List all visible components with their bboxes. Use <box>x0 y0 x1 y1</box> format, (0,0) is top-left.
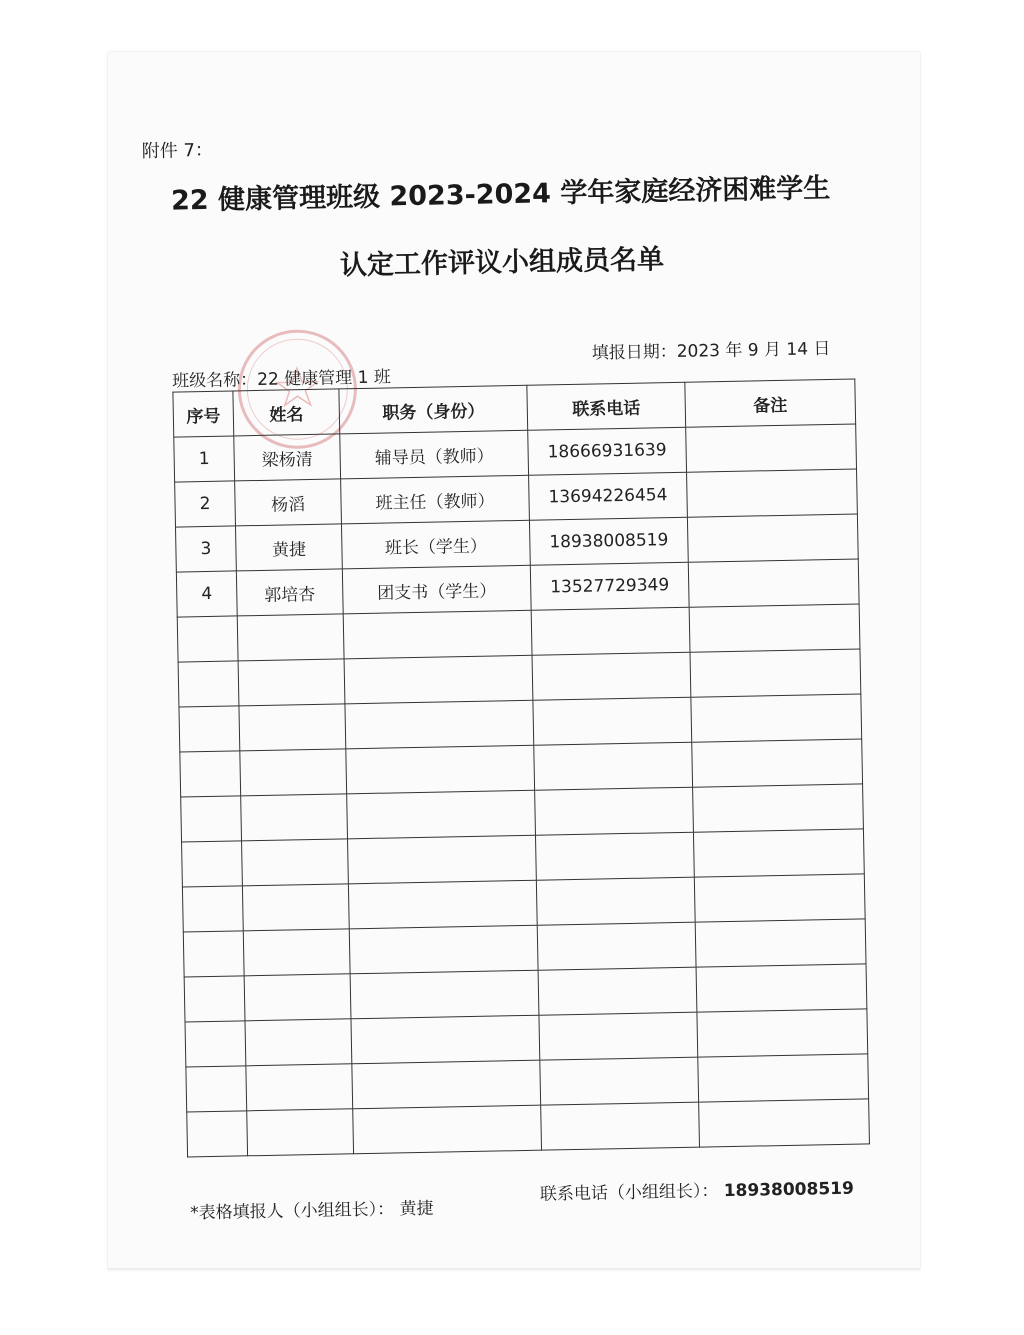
empty-cell <box>183 931 244 977</box>
empty-cell <box>179 706 240 752</box>
empty-cell <box>238 659 345 706</box>
cell-index: 4 <box>176 571 237 617</box>
empty-cell <box>535 832 694 880</box>
cell-remark <box>687 469 858 517</box>
cell-index: 3 <box>176 526 237 572</box>
empty-cell <box>181 796 242 842</box>
cell-remark <box>686 424 857 472</box>
empty-cell <box>242 839 349 886</box>
empty-cell <box>350 970 539 1019</box>
empty-cell <box>239 704 346 751</box>
cell-position: 班长（学生） <box>341 520 530 569</box>
cell-name: 杨滔 <box>235 479 342 526</box>
filler-name: 黄捷 <box>399 1198 434 1220</box>
cell-index: 1 <box>174 436 235 482</box>
empty-cell <box>690 649 861 697</box>
footer-filler <box>190 1194 434 1224</box>
empty-cell <box>178 661 239 707</box>
cell-remark <box>687 514 858 562</box>
cell-phone: 13527729349 <box>530 562 689 610</box>
fill-date: 填报日期：2023 年 9 月 14 日 <box>591 338 831 364</box>
empty-cell <box>345 700 534 749</box>
header-index: 序号 <box>173 391 234 437</box>
cell-name: 黄捷 <box>235 524 342 571</box>
empty-cell <box>240 749 347 796</box>
empty-cell <box>180 751 241 797</box>
empty-cell <box>539 1012 698 1060</box>
empty-cell <box>349 925 538 974</box>
empty-cell <box>531 607 690 655</box>
empty-cell <box>344 655 533 704</box>
empty-cell <box>244 974 351 1021</box>
empty-cell <box>184 976 245 1022</box>
empty-cell <box>541 1102 700 1150</box>
empty-cell <box>343 610 532 659</box>
empty-cell <box>186 1066 247 1112</box>
member-table <box>172 379 870 1158</box>
empty-cell <box>689 604 860 652</box>
empty-cell <box>182 841 243 887</box>
empty-cell <box>695 919 866 967</box>
empty-cell <box>353 1105 542 1154</box>
cell-index: 2 <box>175 481 236 527</box>
phone-value: 18938008519 <box>723 1178 855 1202</box>
empty-cell <box>693 784 864 832</box>
empty-cell <box>535 787 694 835</box>
empty-cell <box>347 790 536 839</box>
empty-cell <box>246 1064 353 1111</box>
empty-cell <box>242 884 349 931</box>
empty-cell <box>532 652 691 700</box>
empty-cell <box>243 929 350 976</box>
cell-phone: 18938008519 <box>529 517 688 565</box>
empty-cell <box>182 886 243 932</box>
header-name: 姓名 <box>233 389 340 436</box>
attachment-label: 附件 7： <box>141 139 214 163</box>
cell-position: 辅导员（教师） <box>340 430 529 479</box>
empty-cell <box>187 1111 248 1157</box>
empty-cell <box>699 1099 870 1147</box>
empty-cell <box>533 697 692 745</box>
cell-remark <box>688 559 859 607</box>
empty-cell <box>538 967 697 1015</box>
empty-cell <box>694 874 865 922</box>
empty-cell <box>241 794 348 841</box>
empty-cell <box>237 614 344 661</box>
empty-cell <box>696 964 867 1012</box>
cell-position: 团支书（学生） <box>342 565 531 614</box>
empty-cell <box>537 922 696 970</box>
cell-phone: 18666931639 <box>528 427 687 475</box>
class-name: 班级名称：22 健康管理 1 班 <box>172 367 392 392</box>
footer-contact <box>540 1174 854 1205</box>
empty-cell <box>352 1060 541 1109</box>
empty-cell <box>348 880 537 929</box>
empty-cell <box>697 1009 868 1057</box>
empty-cell <box>346 745 535 794</box>
cell-phone: 13694226454 <box>529 472 688 520</box>
cell-position: 班主任（教师） <box>341 475 530 524</box>
header-position: 职务（身份） <box>339 385 528 434</box>
empty-cell <box>348 835 537 884</box>
phone-label: 联系电话（小组组长）： <box>539 1181 719 1205</box>
empty-cell <box>177 616 238 662</box>
document-title-line2: 认定工作评议小组成员名单 <box>339 244 665 282</box>
empty-cell <box>536 877 695 925</box>
empty-cell <box>534 742 693 790</box>
empty-cell <box>691 694 862 742</box>
empty-cell <box>698 1054 869 1102</box>
empty-cell <box>692 739 863 787</box>
empty-cell <box>540 1057 699 1105</box>
document-title-line1: 22 健康管理班级 2023-2024 学年家庭经济困难学生 <box>170 172 831 217</box>
filler-label: *表格填报人（小组组长）： <box>189 1199 395 1224</box>
cell-name: 梁杨清 <box>234 434 341 481</box>
empty-cell <box>693 829 864 877</box>
header-remark: 备注 <box>685 379 856 427</box>
empty-cell <box>247 1109 354 1156</box>
cell-name: 郭培杏 <box>236 569 343 616</box>
header-phone: 联系电话 <box>527 382 686 430</box>
empty-cell <box>185 1021 246 1067</box>
empty-cell <box>351 1015 540 1064</box>
empty-cell <box>245 1019 352 1066</box>
